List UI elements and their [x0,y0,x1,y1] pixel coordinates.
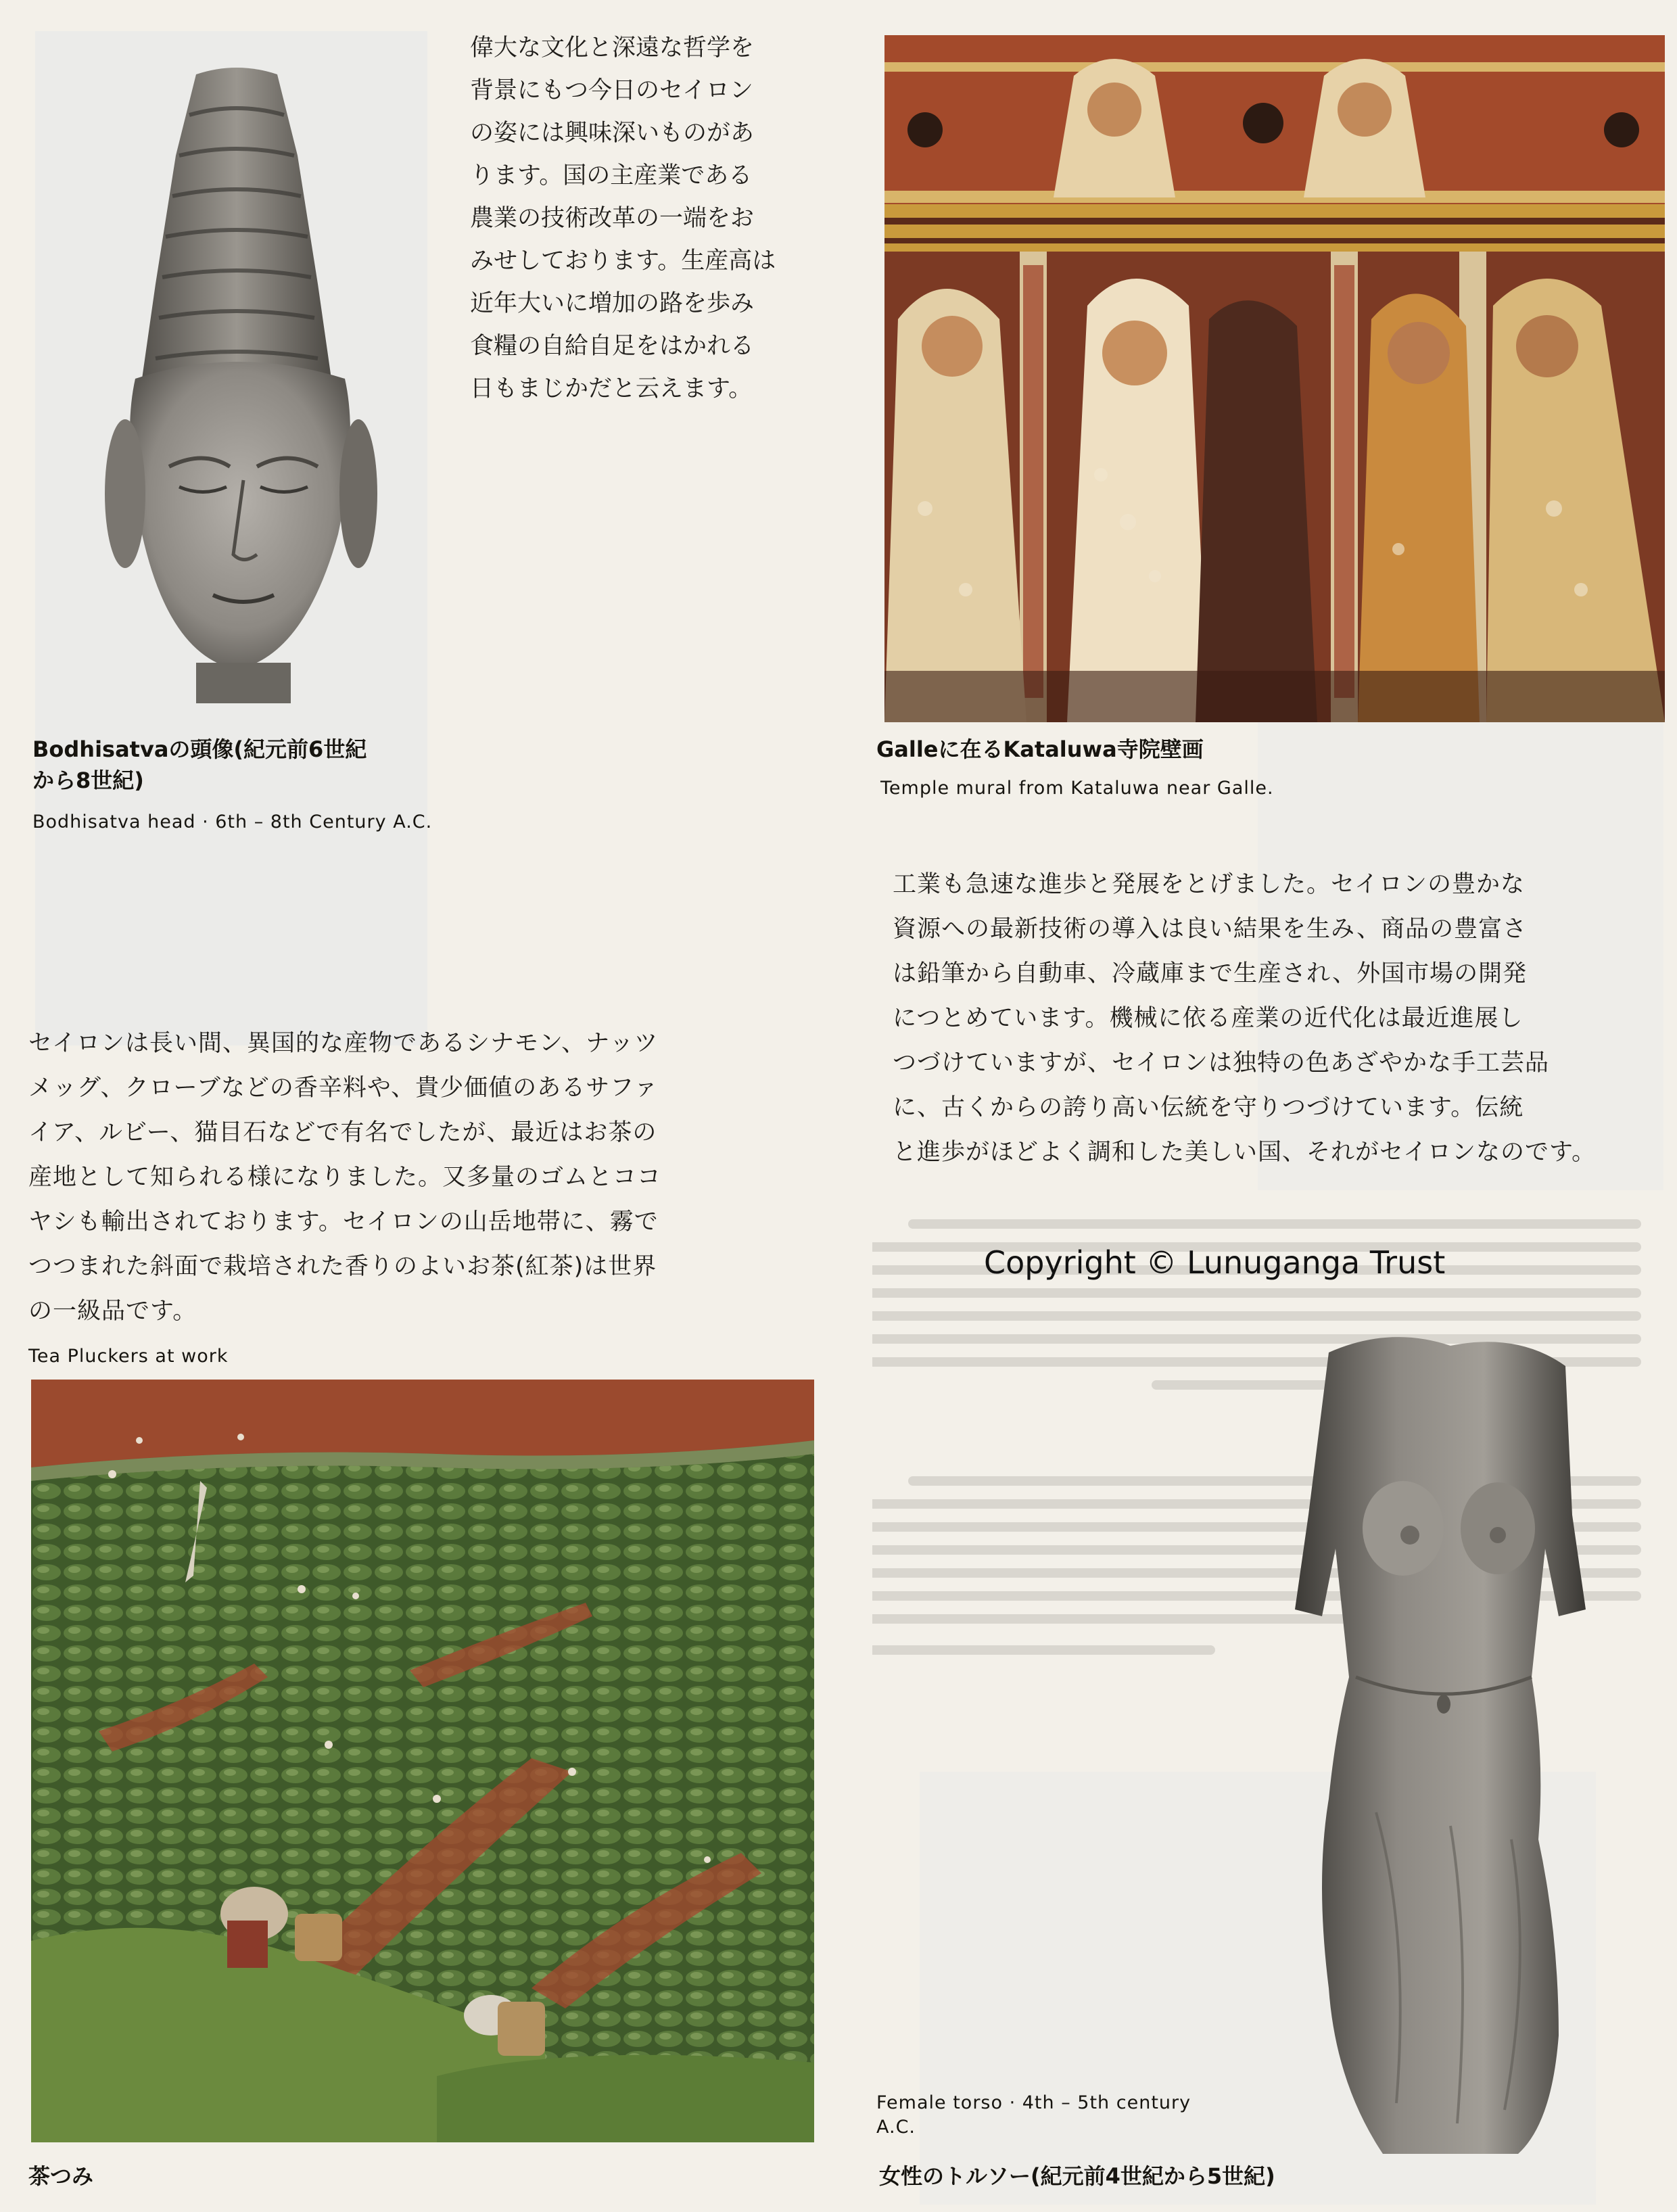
spice-line: メッグ、クローブなどの香辛料や、貴少価値のあるサファ [28,1075,659,1102]
industry-line: に、古くからの誇り高い伝統を守りつづけています。伝統 [893,1094,1524,1121]
bodhisatva-caption-jp-line1: Bodhisatvaの頭像(紀元前6世紀 [32,736,367,762]
intro-line: 農業の技術改革の一端をお [470,205,755,232]
temple-mural-image [884,35,1665,722]
copyright-watermark: Copyright © Lunuganga Trust [984,1244,1446,1281]
bodhisatva-caption-en: Bodhisatva head · 6th – 8th Century A.C. [32,811,433,832]
industry-line: につとめています。機械に依る産業の近代化は最近進展し [893,1005,1524,1032]
spice-line: 産地として知られる様になりました。又多量のゴムとココ [28,1164,662,1191]
spice-line: ヤシも輸出されております。セイロンの山岳地帯に、霧で [28,1208,659,1236]
female-torso-image [1275,1325,1609,2154]
industry-paragraph [893,862,1667,1175]
spice-line: イア、ルビー、猫目石などで有名でしたが、最近はお茶の [28,1119,657,1146]
torso-caption-jp: 女性のトルソー(紀元前4世紀から5世紀) [879,2163,1275,2189]
temple-mural-photo [884,35,1665,722]
intro-line: 背景にもつ今日のセイロン [470,77,753,104]
intro-line: の姿には興味深いものがあ [470,120,755,147]
intro-line: 近年大いに増加の路を歩み [470,290,755,317]
intro-line: 偉大な文化と深遠な哲学を [470,34,755,62]
spice-line: つつまれた斜面で栽培された香りのよいお茶(紅茶)は世界 [28,1253,657,1280]
mural-caption-jp: Galleに在るKataluwa寺院壁画 [876,736,1204,762]
tea-caption-en: Tea Pluckers at work [28,1346,229,1367]
spice-paragraph [28,1021,813,1334]
torso-caption-en [876,2091,1282,2140]
mural-caption-en: Temple mural from Kataluwa near Galle. [880,778,1274,799]
intro-line: 日もまじかだと云えます。 [470,375,753,402]
bodhisatva-head-image [95,61,379,703]
intro-line: ります。国の主産業である [470,162,753,189]
tea-pluckers-image [31,1380,814,2142]
industry-line: つづけていますが、セイロンは独特の色あざやかな手工芸品 [893,1050,1549,1077]
bodhisatva-head-photo [95,61,379,703]
female-torso-photo [1275,1325,1609,2154]
industry-line: 工業も急速な進歩と発展をとげました。セイロンの豊かな [893,871,1525,898]
intro-line: みせしております。生産高は [470,248,776,275]
bodhisatva-caption-jp [32,734,465,796]
bodhisatva-caption-jp-line2: から8世紀) [32,768,144,793]
tea-caption-jp: 茶つみ [28,2163,94,2189]
torso-caption-en-line2: A.C. [876,2117,916,2138]
tea-pluckers-photo [31,1380,814,2142]
industry-line: は鉛筆から自動車、冷蔵庫まで生産され、外国市場の開発 [893,960,1528,987]
intro-line: 食糧の自給自足をはかれる [470,333,755,360]
torso-caption-en-line1: Female torso · 4th – 5th century [876,2092,1191,2113]
spice-line: セイロンは長い間、異国的な産物であるシナモン、ナッツ [28,1030,659,1057]
industry-line: と進歩がほどよく調和した美しい国、それがセイロンなのです。 [893,1139,1597,1166]
intro-paragraph [470,27,835,410]
industry-line: 資源への最新技術の導入は良い結果を生み、商品の豊富さ [893,916,1528,943]
spice-line: の一級品です。 [28,1298,197,1325]
